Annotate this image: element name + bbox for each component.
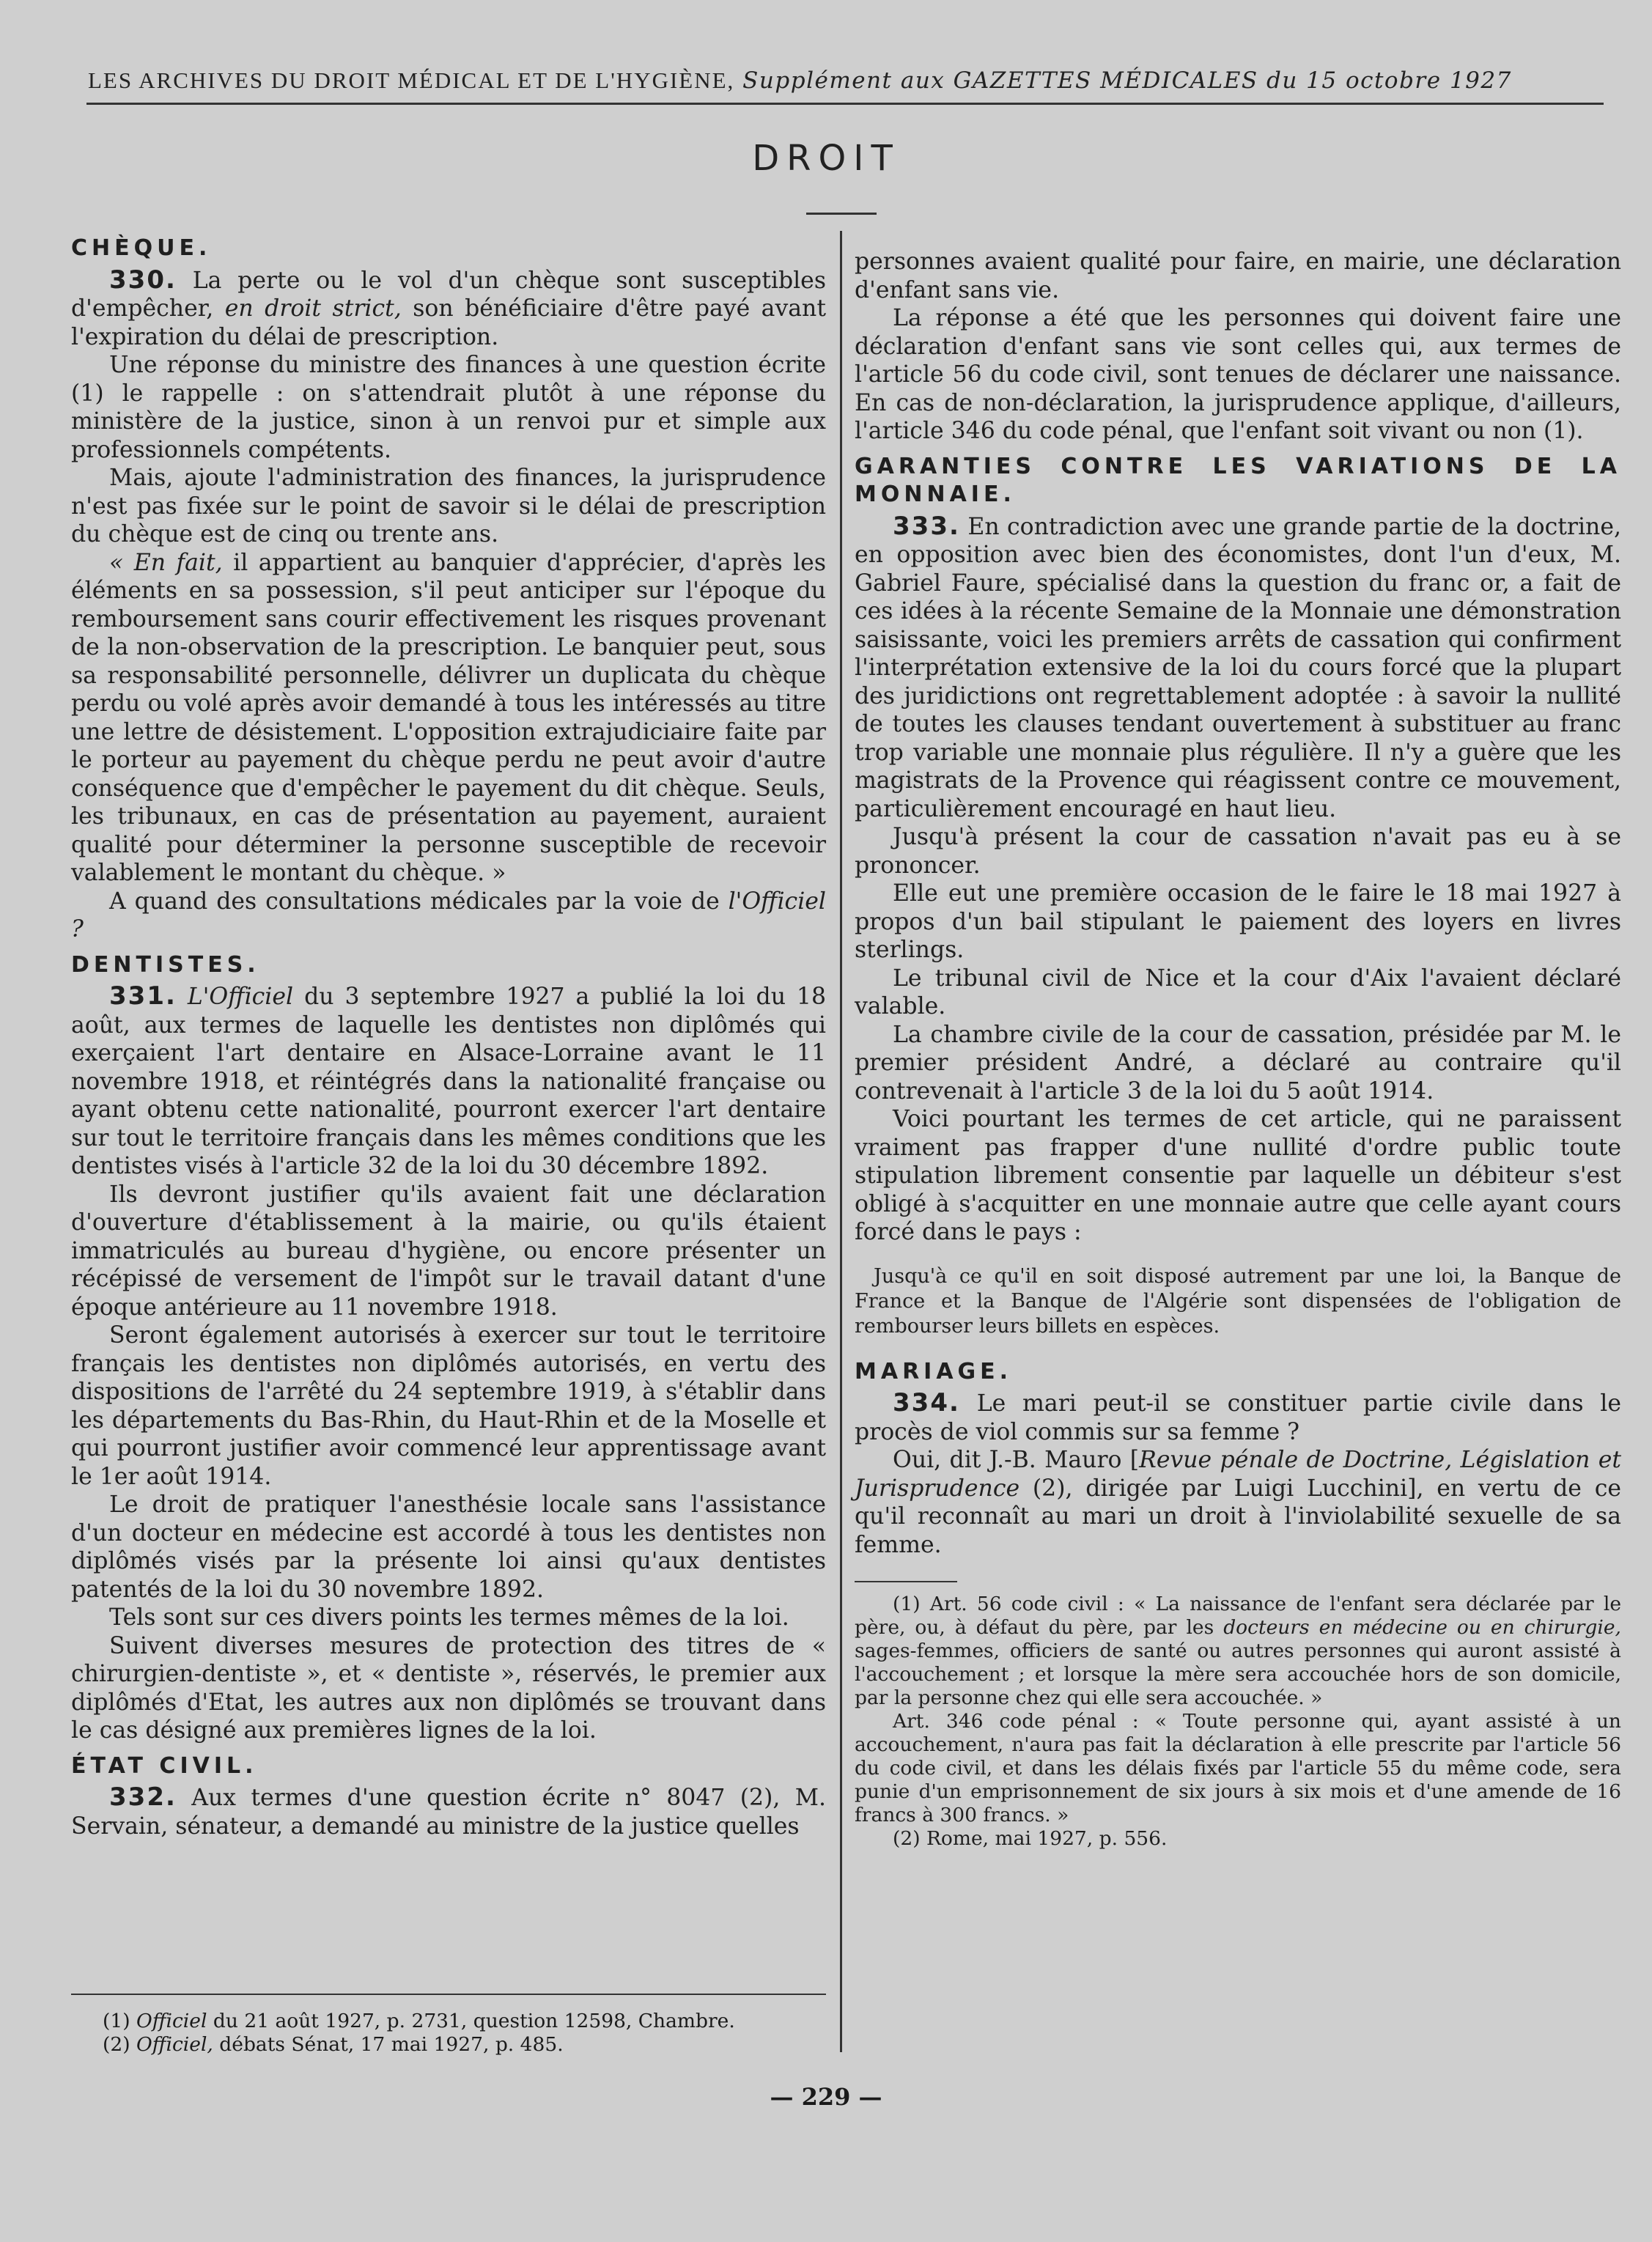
quote-text: Jusqu'à ce qu'il en soit disposé autrement par une loi, la Banque de France et la Banque de l'Algérie sont dispensées de l'obligation de rembourser leurs billets en espèces.: [855, 1264, 1621, 1338]
paragraph-332-3: La réponse a été que les personnes qui doivent faire une déclaration d'enfant sans vie sont celles qui, aux termes de l'article 56 du code civil, sont tenues de déclarer une naissance. En cas de non-déclaration, la jurisprudence applique, d'ailleurs, l'article 346 du code pénal, que l'enfant soit vivant ou non (1).: [855, 305, 1621, 444]
article-number-331: 331.: [109, 981, 177, 1011]
heading-garanties: GARANTIES CONTRE LES VARIATIONS DE LA MONNAIE.: [855, 453, 1621, 507]
article-number-333: 333.: [893, 511, 960, 541]
text: (1) Art. 56 code civil : « La naissance de l'enfant sera déclarée par le père, ou, à défaut du père, par les: [855, 1593, 1621, 1639]
paragraph-331-1: [71, 982, 826, 1181]
title-rule: [806, 213, 877, 215]
text: A quand des consultations médicales par la voie de: [109, 888, 720, 915]
heading-etat-civil: ÉTAT CIVIL.: [71, 1752, 258, 1779]
footnotes-right: [855, 1593, 1621, 1851]
paragraph-330-4: [71, 549, 826, 888]
right-column: [855, 248, 1621, 1851]
paragraph-331-6: Suivent diverses mesures de protection des titres de « chirurgien-dentiste », et « dentiste », réservés, le premier aux diplômés d'Etat, les autres aux non diplômés se trouvant dans le cas désigné aux premières lignes de la loi.: [71, 1632, 826, 1744]
paragraph-333-3: Elle eut une première occasion de le faire le 18 mai 1927 à propos d'un bail stipulant le paiement des loyers en livres sterlings.: [855, 880, 1621, 963]
text: sages-femmes, officiers de santé ou autres personnes qui auront assisté à l'accouchement ; et lorsque la mère sera accouchée hors de son domicile, par la personne chez qui elle sera accouchée. »: [855, 1640, 1621, 1709]
text: (2): [103, 2033, 130, 2056]
text: l'Officiel ?: [71, 888, 826, 943]
text: son bénéficiaire d'être payé avant l'expiration du délai de prescription.: [71, 295, 826, 350]
paragraph-334-1: [855, 1389, 1621, 1446]
footnote-2: [103, 2033, 821, 2057]
paragraph-334-2: [855, 1446, 1621, 1559]
text: Le mari peut-il se constituer partie civile dans le procès de viol commis sur sa femme ?: [855, 1390, 1622, 1445]
running-header: [88, 67, 1598, 94]
text: (2), dirigée par Luigi Lucchini], en vertu de ce qu'il reconnaît au mari un droit à l'inviolabilité sexuelle de sa femme.: [855, 1475, 1621, 1558]
footnote-1-right: [855, 1593, 1621, 1710]
paragraph-332-1: [71, 1783, 826, 1840]
footnote-2-right: (2) Rome, mai 1927, p. 556.: [893, 1827, 1168, 1850]
heading-mariage: MARIAGE.: [855, 1358, 1013, 1384]
text: en droit strict,: [224, 295, 402, 322]
text: En contradiction avec une grande partie de la doctrine, en opposition avec bien des économistes, dont l'un d'eux, M. Gabriel Faure, spécialisé dans la question du franc or, a fait de ces idées à la récente Semaine de la Monnaie une démonstration saisissante, voici les premiers arrêts de cassation qui confirment l'interprétation extensive de la loi du cours forcé que la plupart des juridictions ont regrettablement adoptée : à savoir la nullité de toutes les clauses tendant ouvertement à substituer au franc trop variable une monnaie plus régulière. Il n'y a guère que les magistrats de la Provence qui réagissent contre ce mouvement, particulièrement encouragé en haut lieu.: [855, 513, 1621, 822]
heading-cheque: CHÈQUE.: [71, 235, 212, 261]
paragraph-333-1: [855, 512, 1621, 824]
text: docteurs en médecine ou en chirurgie,: [1223, 1616, 1621, 1639]
footnote-1-right-b: Art. 346 code pénal : « Toute personne qui, ayant assisté à un accouchement, n'aura pas fait la déclaration à elle prescrite par l'article 56 du code civil, et dans les délais fixés par l'article 55 du même code, sera punie d'un emprisonnement de six jours à six mois et d'une amende de 16 francs à 300 francs. »: [855, 1710, 1621, 1826]
text: du 3 septembre 1927 a publié la loi du 18 août, aux termes de laquelle les dentistes non diplômés qui exerçaient l'art dentaire en Alsace-Lorraine avant le 11 novembre 1918, et réintégrés dans la nationalité française ou ayant obtenu cette nationalité, pourront exercer l'art dentaire sur tout le territoire français dans les mêmes conditions que les dentistes visés à l'article 32 de la loi du 30 décembre 1892.: [71, 984, 827, 1179]
text: L'Officiel: [187, 984, 294, 1010]
text: Oui, dit J.-B. Mauro [: [893, 1447, 1140, 1473]
header-rule: [86, 103, 1604, 105]
paragraph-331-4: Le droit de pratiquer l'anesthésie locale sans l'assistance d'un docteur en médecine est accordé à tous les dentistes non diplômés visés par la présente loi ainsi qu'aux dentistes patentés de la loi du 30 novembre 1892.: [71, 1491, 826, 1603]
text: il appartient au banquier d'apprécier, d'après les éléments en sa possession, s'il peut anticiper sur l'époque du remboursement sans courir effectivement les risques provenant de la non-observation de la prescription. Le banquier peut, sous sa responsabilité personnelle, délivrer un duplicata du chèque perdu ou volé après avoir demandé à tous les intéressés au titre une lettre de désistement. L'opposition extrajudiciaire faite par le porteur au payement du chèque perdu ne peut avoir d'autre conséquence que d'empêcher le payement du dit chèque. Seuls, les tribunaux, en cas de présentation au payement, auraient qualité pour déterminer la personne susceptible de recevoir valablement le montant du chèque. »: [71, 549, 826, 886]
article-number-332: 332.: [109, 1782, 177, 1812]
footnotes-left: [103, 2010, 821, 2057]
paragraph-330-1: [71, 266, 826, 352]
paragraph-331-2: Ils devront justifier qu'ils avaient fait une déclaration d'ouverture d'établissement à la mairie, ou qu'ils étaient immatriculés au bureau d'hygiène, ou encore présenter un récépissé de versement de l'impôt sur le travail datant d'une époque antérieure au 11 novembre 1918.: [71, 1181, 826, 1321]
text: Aux termes d'une question écrite n° 8047 (2), M. Servain, sénateur, a demandé au ministre de la justice quelles: [71, 1785, 826, 1840]
page-number: — 229 —: [770, 2083, 882, 2111]
law-quote: [855, 1264, 1621, 1339]
text: Officiel: [136, 2010, 207, 2032]
paragraph-330-5: [71, 888, 826, 944]
column-divider: [840, 231, 842, 2052]
text: débats Sénat, 17 mai 1927, p. 485.: [219, 2033, 564, 2056]
paragraph-330-3: Mais, ajoute l'administration des finances, la jurisprudence n'est pas fixée sur le point de savoir si le délai de prescription du chèque est de cinq ou trente ans.: [71, 465, 826, 547]
supplement-line: Supplément aux GAZETTES MÉDICALES du 15 octobre 1927: [742, 67, 1512, 94]
footnote-rule-left: [71, 1994, 826, 1995]
text: du 21 août 1927, p. 2731, question 12598, Chambre.: [213, 2010, 735, 2032]
text: La perte ou le vol d'un chèque sont susceptibles d'empêcher,: [71, 267, 826, 322]
paragraph-332-2: personnes avaient qualité pour faire, en mairie, une déclaration d'enfant sans vie.: [855, 248, 1621, 303]
left-column: [71, 227, 826, 1840]
article-number-330: 330.: [109, 265, 177, 295]
paragraph-333-2: Jusqu'à présent la cour de cassation n'avait pas eu à se prononcer.: [855, 824, 1621, 879]
text: Revue pénale de Doctrine, Législation et Jurisprudence: [855, 1447, 1621, 1502]
footnote-1: [103, 2010, 821, 2033]
text: « En fait,: [109, 549, 223, 576]
paragraph-331-5: Tels sont sur ces divers points les termes mêmes de la loi.: [109, 1604, 789, 1631]
paragraph-331-3: Seront également autorisés à exercer sur tout le territoire français les dentistes non diplômés autorisés, en vertu des dispositions de l'arrêté du 24 septembre 1919, à s'établir dans les départements du Bas-Rhin, du Haut-Rhin et de la Moselle et qui pourront justifier avoir commencé leur apprentissage avant le 1er août 1914.: [71, 1322, 826, 1490]
article-number-334: 334.: [893, 1388, 960, 1417]
footnote-rule-right: [855, 1581, 957, 1582]
text: (1): [103, 2010, 130, 2032]
paragraph-333-5: La chambre civile de la cour de cassation, présidée par M. le premier président André, a déclaré au contraire qu'il contrevenait à l'article 3 de la loi du 5 août 1914.: [855, 1021, 1621, 1105]
text: Officiel,: [136, 2033, 213, 2056]
journal-name: LES ARCHIVES DU DROIT MÉDICAL ET DE L'HYGIÈNE,: [88, 67, 735, 93]
paragraph-333-6: Voici pourtant les termes de cet article, qui ne paraissent vraiment pas frapper d'une nullité d'ordre public toute stipulation librement consentie par laquelle un débiteur s'est obligé à s'acquitter en une monnaie autre que celle ayant cours forcé dans le pays :: [855, 1106, 1621, 1245]
section-title: DROIT: [752, 138, 900, 179]
paragraph-333-4: Le tribunal civil de Nice et la cour d'Aix l'avaient déclaré valable.: [855, 965, 1621, 1019]
heading-dentistes: DENTISTES.: [71, 951, 260, 978]
paragraph-330-2: Une réponse du ministre des finances à une question écrite (1) le rappelle : on s'attendrait plutôt à une réponse du ministère de la justice, sinon à un renvoi pur et simple aux professionnels compétents.: [71, 352, 826, 463]
